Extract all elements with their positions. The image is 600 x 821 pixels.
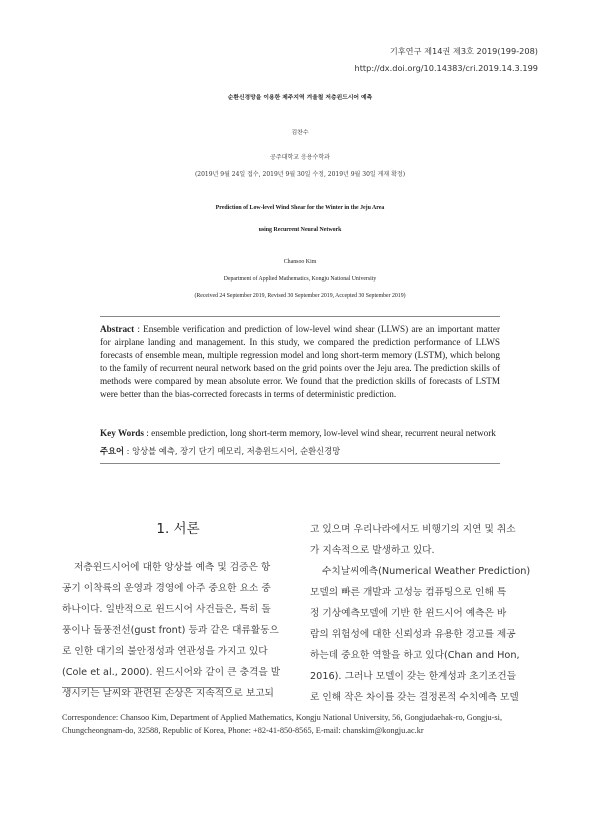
abstract-top-rule — [100, 316, 500, 317]
body-line: 풍이나 돌풍전선(gust front) 등과 같은 대류활동으 — [62, 625, 279, 636]
section-title: 1. 서론 — [156, 521, 200, 537]
body-line: (Cole et al., 2000). 윈드시어와 같이 큰 충격을 발 — [62, 667, 281, 678]
body-line: 수치날씨예측(Numerical Weather Prediction) — [322, 566, 531, 577]
body-line: 고 있으며 우리나라에서도 비행기의 지연 및 취소 — [310, 524, 516, 535]
body-line: 가 지속적으로 발생하고 있다. — [310, 545, 435, 556]
body-line: 로 인해 작은 차이를 갖는 결정론적 수치예측 모델 — [310, 692, 519, 703]
doi-link[interactable]: http://dx.doi.org/10.14383/cri.2019.14.3.199 — [354, 63, 538, 73]
keywords — [100, 428, 500, 438]
body-line: 하는데 중요한 역할을 하고 있다(Chan and Hon, — [310, 650, 520, 661]
keywords-label: Key Words — [100, 428, 144, 438]
korean-keywords-label: 주요어 — [100, 446, 125, 456]
body-line: 저층윈드시어에 대한 앙상블 예측 및 검증은 항 — [74, 562, 271, 573]
english-dates: (Received 24 September 2019, Revised 30 September 2019, Accepted 30 September 2019) — [194, 293, 406, 299]
body-line: 모델의 빠른 개발과 고성능 컴퓨팅으로 인해 특 — [310, 587, 507, 598]
english-title-line-1: Prediction of Low-level Wind Shear for the Winter in the Jeju Area — [215, 205, 385, 211]
journal-citation: 기후연구 제14권 제3호 2019(199-208) — [389, 46, 538, 56]
korean-affiliation: 공주대학교 응용수학과 — [270, 154, 330, 161]
body-line: 로 인한 대기의 불안정성과 연관성을 가지고 있다 — [62, 646, 268, 657]
korean-title: 순환신경망을 이용한 제주지역 겨울철 저층윈드시어 예측 — [227, 95, 373, 101]
footnote-rule — [62, 687, 232, 688]
body-line: 생시키는 날씨와 관련된 손상은 지속적으로 보고되 — [62, 688, 274, 699]
body-line: 람의 위험성에 대한 신뢰성과 유용한 경고를 제공 — [310, 629, 516, 640]
correspondence-footnote: Correspondence: Chansoo Kim, Department of Applied Mathematics, Kongju National University, 56, Gongjudaehak-ro, Gongju-si, Chungcheongnam-do, 32588, Republic of Korea, Phone: +82-41-850-8565, E-mail: chanskim@kongju.ac.kr — [62, 713, 503, 735]
abstract — [100, 323, 500, 402]
keywords-text: : ensemble prediction, long short-term memory, low-level wind shear, recurrent neural network — [144, 428, 496, 438]
english-affiliation: Department of Applied Mathematics, Kongju National University — [223, 276, 377, 282]
english-author: Chansoo Kim — [283, 259, 317, 265]
abstract-label: Abstract — [100, 324, 135, 334]
body-line: 하나이다. 일반적으로 윈드시어 사건들은, 특히 돌 — [62, 604, 271, 615]
english-title-line-2: using Recurrent Neural Network — [258, 227, 342, 233]
body-line: 2016). 그러나 모델이 갖는 한계성과 초기조건들 — [310, 671, 516, 682]
body-line: 정 기상예측모델에 기반 한 윈드시어 예측은 바 — [310, 608, 507, 619]
korean-dates: (2019년 9월 24일 접수, 2019년 9월 30일 수정, 2019년 9월 30일 게재 확정) — [194, 171, 406, 178]
korean-author: 김찬수 — [291, 130, 309, 136]
korean-keywords-text: : 앙상블 예측, 장기 단기 메모리, 저층윈드시어, 순환신경망 — [124, 446, 341, 456]
body-line: 공기 이착륙의 운영과 경영에 아주 중요한 요소 중 — [62, 583, 271, 594]
abstract-bottom-rule — [100, 463, 500, 464]
abstract-text: : Ensemble verification and prediction of low-level wind shear (LLWS) are an important matter for airplane landing and management. In this study, we compared the prediction performance of LLWS forecasts of ensemble mean, multiple regression model and long short-term memory (LSTM), which belong to the family of recurrent neural network based on the grid points over the Jeju area. The prediction skills of methods were compared by mean absolute error. We found that the prediction skills of forecasts of LSTM were better than the bias-corrected forecasts in terms of deterministic prediction. — [100, 324, 500, 400]
korean-keywords — [100, 445, 340, 457]
